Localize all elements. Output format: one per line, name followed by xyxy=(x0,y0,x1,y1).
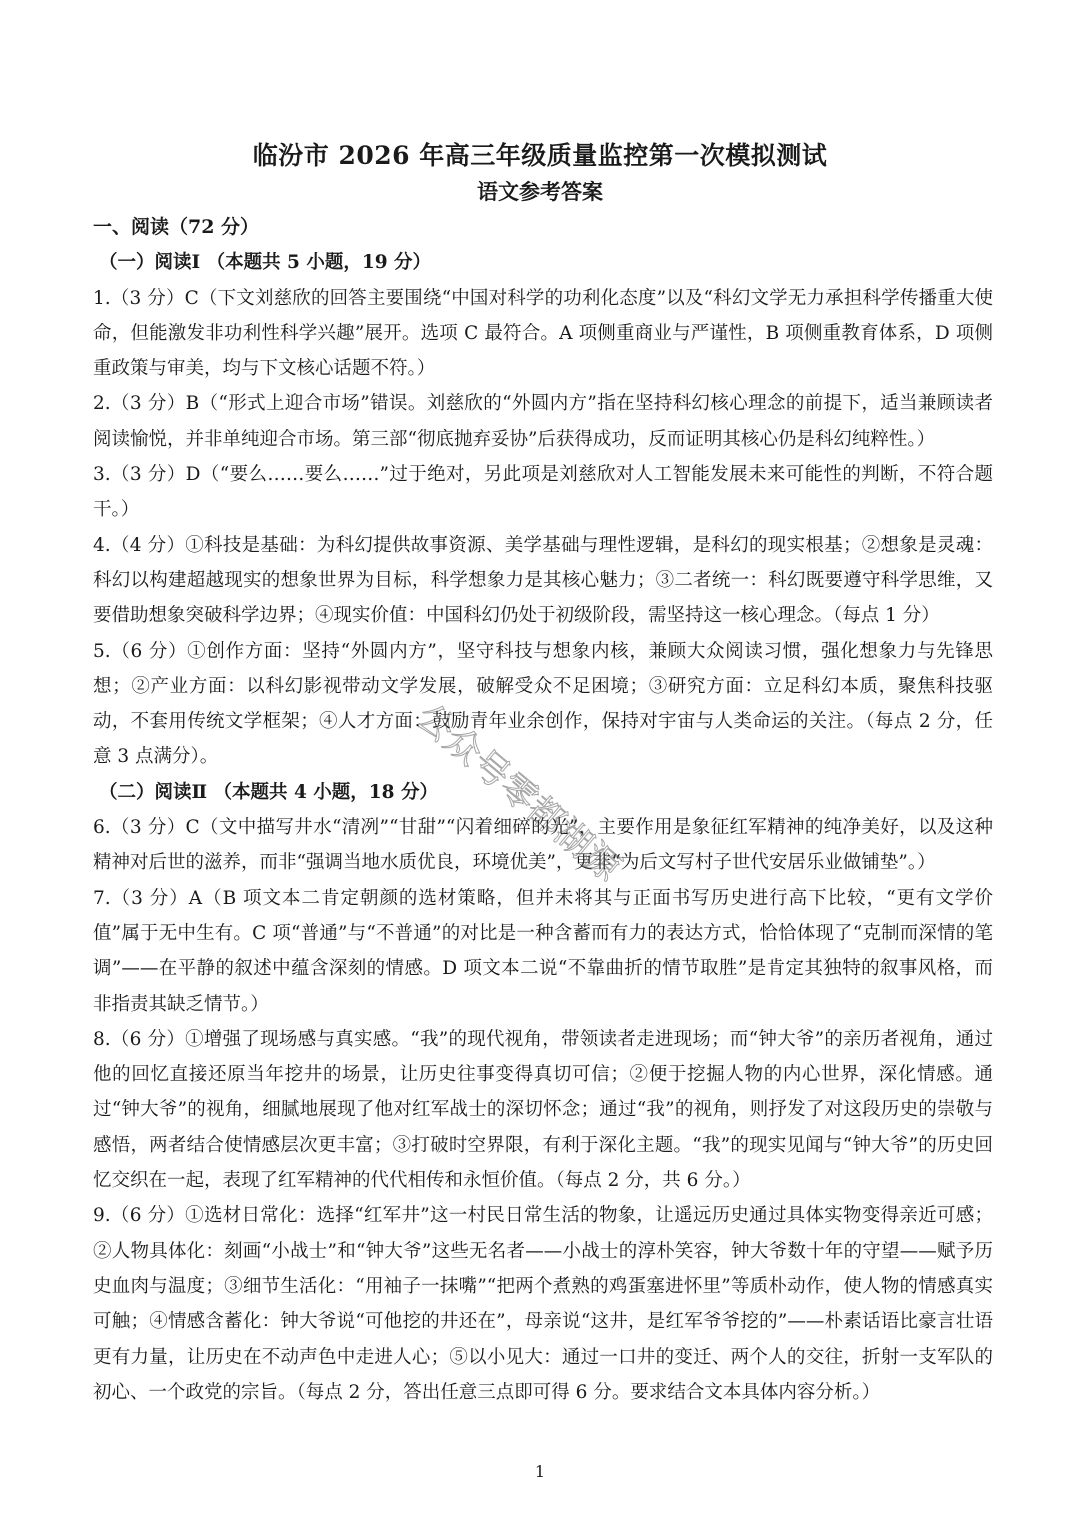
page-number: 1 xyxy=(534,1462,546,1481)
watermark: 公众号零都湖源 xyxy=(408,696,628,890)
answer-5: 5.（6 分）①创作方面：坚持“外圆内方”，坚守科技与想象内核，兼顾大众阅读习惯，强化想象力与先锋思想；②产业方面：以科幻影视带动文学发展，破解受众不足困境；③研究方面：立足科幻本质，聚焦科技驱动，不套用传统文学框架；④人才方面：鼓励青年业余创作，保持对宇宙与人类命运的关注。（每点 2 分，任意 3 点满分）。 xyxy=(93,640,993,768)
subsection-heading-reading-1: （一）阅读Ⅰ （本题共 5 小题，19 分） xyxy=(99,252,432,274)
answer-7: 7.（3 分）A（B 项文本二肯定朝颜的选材策略，但并未将其与正面书写历史进行高下比较，“更有文学价值”属于无中生有。C 项“普通”与“不普通”的对比是一种含蓄而有力的表达方式，恰恰体现了“克制而深情的笔调”——在平静的叙述中蕴含深刻的情感。D 项文本二说“不靠曲折的情节取胜”是肯定其独特的叙事风格，而非指责其缺乏情节。） xyxy=(93,887,993,1015)
answer-3: 3.（3 分）D（“要么……要么……”过于绝对，另此项是刘慈欣对人工智能发展未来可能性的判断，不符合题干。） xyxy=(93,464,993,521)
subsection-heading-reading-2: （二）阅读Ⅱ （本题共 4 小题，18 分） xyxy=(99,781,438,803)
document-title: 临汾市 2026 年高三年级质量监控第一次模拟测试 xyxy=(252,141,828,170)
answer-9: 9.（6 分）①选材日常化：选择“红军井”这一村民日常生活的物象，让遥远历史通过具体实物变得亲近可感；②人物具体化：刻画“小战士”和“钟大爷”这些无名者——小战士的淳朴笑容，钟大爷数十年的守望——赋予历史血肉与温度；③细节生活化：“用袖子一抹嘴”“把两个煮熟的鸡蛋塞进怀里”等质朴动作，使人物的情感真实可触；④情感含蓄化：钟大爷说“可他挖的井还在”，母亲说“这井，是红军爷爷挖的”——朴素话语比豪言壮语更有力量，让历史在不动声色中走进人心；⑤以小见大：通过一口井的变迁、两个人的交往，折射一支军队的初心、一个政党的宗旨。（每点 2 分，答出任意三点即可得 6 分。要求结合文本具体内容分析。） xyxy=(93,1205,993,1403)
section-heading: 一、阅读（72 分） xyxy=(93,216,260,238)
answer-6: 6.（3 分）C（文中描写井水“清冽”“甘甜”“闪着细碎的光”，主要作用是象征红军精神的纯净美好，以及这种精神对后世的滋养，而非“强调当地水质优良，环境优美”，更非“为后文写村子世代安居乐业做铺垫”。） xyxy=(93,817,993,874)
answer-8: 8.（6 分）①增强了现场感与真实感。“我”的现代视角，带领读者走进现场；而“钟大爷”的亲历者视角，通过他的回忆直接还原当年挖井的场景，让历史往事变得真切可信；②便于挖掘人物的内心世界，深化情感。通过“钟大爷”的视角，细腻地展现了他对红军战士的深切怀念；通过“我”的视角，则抒发了对这段历史的崇敬与感悟，两者结合使情感层次更丰富；③打破时空界限，有利于深化主题。“我”的现实见闻与“钟大爷”的历史回忆交织在一起，表现了红军精神的代代相传和永恒价值。（每点 2 分，共 6 分。） xyxy=(93,1028,993,1192)
answer-2: 2.（3 分）B（“形式上迎合市场”错误。刘慈欣的“外圆内方”指在坚持科幻核心理念的前提下，适当兼顾读者阅读愉悦，并非单纯迎合市场。第三部“彻底抛弃妥协”后获得成功，反而证明其核心仍是科幻纯粹性。） xyxy=(93,393,993,450)
document-body xyxy=(93,210,993,1410)
answer-4: 4.（4 分）①科技是基础：为科幻提供故事资源、美学基础与理性逻辑，是科幻的现实根基；②想象是灵魂：科幻以构建超越现实的想象世界为目标，科学想象力是其核心魅力；③二者统一：科幻既要遵守科学思维，又要借助想象突破科学边界；④现实价值：中国科幻仍处于初级阶段，需坚持这一核心理念。（每点 1 分） xyxy=(93,534,993,627)
document-subtitle: 语文参考答案 xyxy=(477,179,603,204)
answer-1: 1.（3 分）C（下文刘慈欣的回答主要围绕“中国对科学的功利化态度”以及“科幻文学无力承担科学传播重大使命，但能激发非功利性科学兴趣”展开。选项 C 最符合。A 项侧重商业与严谨性，B 项侧重教育体系，D 项侧重政策与审美，均与下文核心话题不符。） xyxy=(93,287,993,380)
